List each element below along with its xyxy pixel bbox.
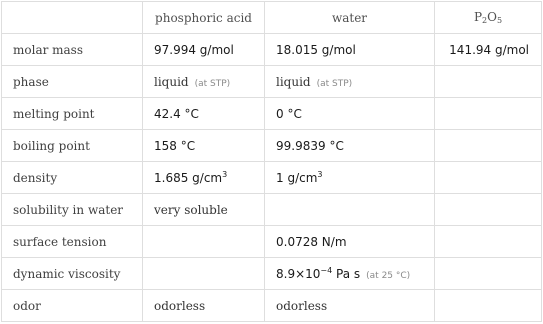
text-fragment: 3	[317, 170, 323, 179]
empty-cell	[435, 226, 542, 258]
text-fragment: 1.685 g/cm	[154, 171, 223, 185]
text-fragment: −4	[320, 266, 333, 275]
table-row	[2, 194, 542, 226]
table-row	[2, 226, 542, 258]
table-row	[2, 66, 542, 98]
table-row	[2, 34, 542, 66]
text-fragment: O	[487, 10, 497, 24]
cell-value: 0 °C	[265, 98, 435, 130]
cell-value: 18.015 g/mol	[265, 34, 435, 66]
cell-value: 97.994 g/mol	[143, 34, 265, 66]
empty-cell	[435, 194, 542, 226]
row-label-phase: phase	[2, 66, 143, 98]
row-label-surface-tension: surface tension	[2, 226, 143, 258]
cell-value: odorless	[143, 290, 265, 322]
table-row	[2, 98, 542, 130]
row-label-boiling-point: boiling point	[2, 130, 143, 162]
cell-value: 141.94 g/mol	[435, 34, 542, 66]
cell-value: very soluble	[143, 194, 265, 226]
row-label-odor: odor	[2, 290, 143, 322]
header-row	[2, 2, 542, 34]
condition-note: (at 25 °C)	[366, 271, 411, 281]
empty-cell	[265, 194, 435, 226]
column-header-p2o5	[435, 2, 542, 34]
row-label-molar-mass: molar mass	[2, 34, 143, 66]
condition-note: (at STP)	[194, 78, 231, 89]
cell-value: odorless	[265, 290, 435, 322]
condition-note: (at STP)	[316, 78, 353, 89]
text-fragment: 8.9×10	[276, 267, 321, 281]
table-row	[2, 162, 542, 194]
cell-value	[265, 162, 435, 194]
cell-value: 42.4 °C	[143, 98, 265, 130]
row-label-density: density	[2, 162, 143, 194]
cell-value	[265, 258, 435, 290]
cell-value: 0.0728 N/m	[265, 226, 435, 258]
cell-value	[265, 66, 435, 98]
table-row	[2, 130, 542, 162]
text-fragment: 2	[482, 16, 488, 25]
cell-value: 99.9839 °C	[265, 130, 435, 162]
empty-cell	[435, 258, 542, 290]
text-fragment: P	[473, 10, 483, 24]
column-header-phosphoric-acid: phosphoric acid	[143, 2, 265, 34]
empty-cell	[143, 226, 265, 258]
text-fragment: 1 g/cm	[276, 171, 318, 185]
row-label-dynamic-viscosity: dynamic viscosity	[2, 258, 143, 290]
table-row	[2, 290, 542, 322]
text-fragment: liquid	[154, 74, 189, 89]
empty-cell	[435, 98, 542, 130]
text-fragment: 5	[496, 16, 503, 25]
text-fragment: 3	[222, 170, 228, 179]
row-label-melting-point: melting point	[2, 98, 143, 130]
empty-cell	[143, 258, 265, 290]
column-header-water: water	[265, 2, 435, 34]
row-label-solubility: solubility in water	[2, 194, 143, 226]
cell-value	[143, 66, 265, 98]
empty-cell	[435, 66, 542, 98]
table-row	[2, 258, 542, 290]
text-fragment: liquid	[276, 74, 311, 89]
properties-table	[1, 1, 542, 322]
text-fragment: Pa s	[332, 267, 361, 281]
cell-value	[143, 162, 265, 194]
empty-cell	[435, 290, 542, 322]
empty-cell	[435, 130, 542, 162]
corner-cell	[2, 2, 143, 34]
cell-value: 158 °C	[143, 130, 265, 162]
empty-cell	[435, 162, 542, 194]
